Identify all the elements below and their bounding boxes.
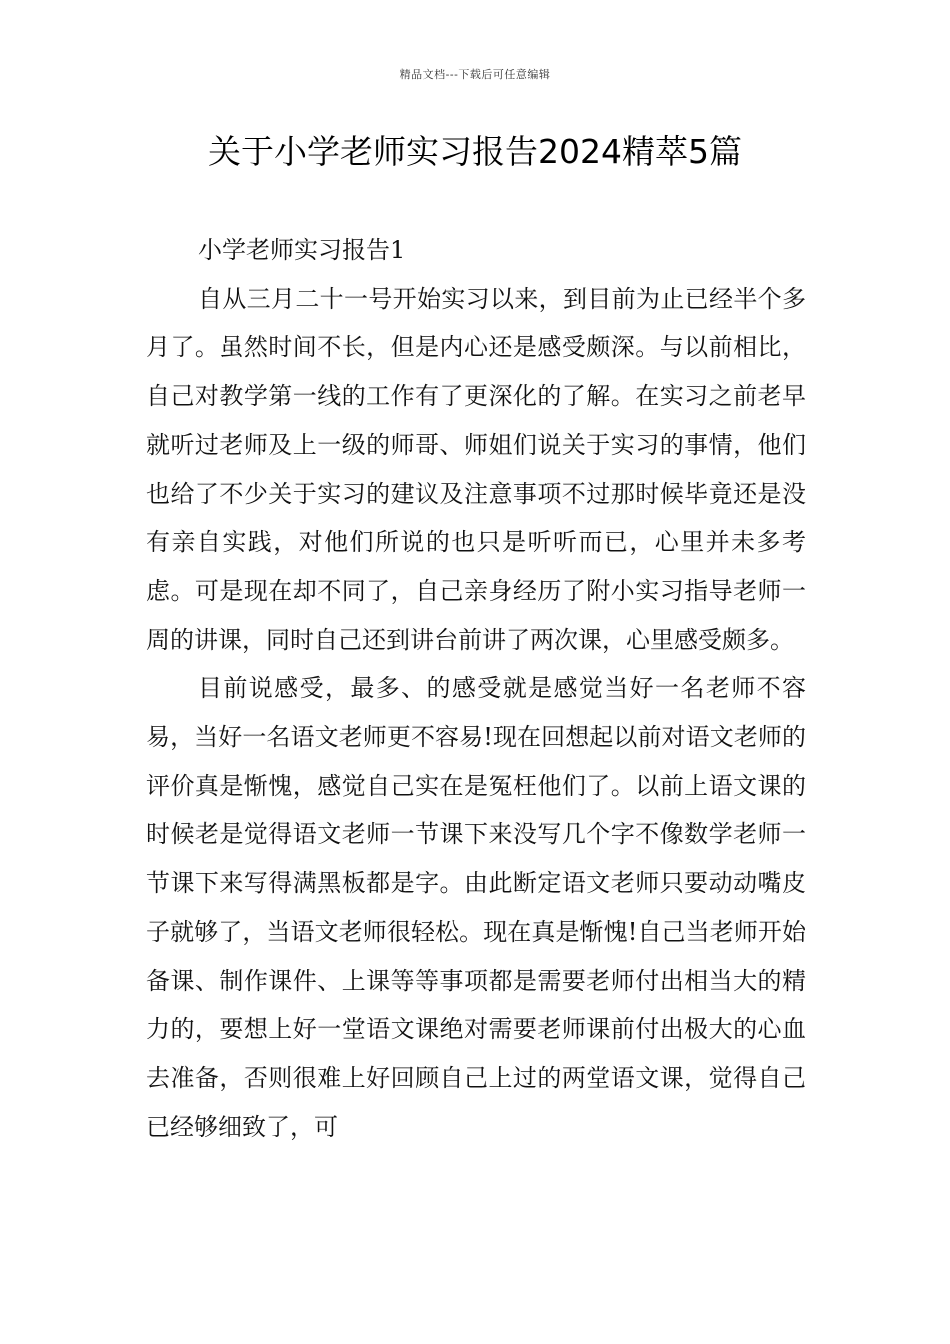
document-body (146, 226, 806, 1151)
document-title: 关于小学老师实习报告2024精萃5篇 (208, 132, 742, 171)
paragraph-2: 目前说感受，最多、的感受就是感觉当好一名老师不容易，当好一名语文老师更不容易!现在回想起以前对语文老师的评价真是惭愧，感觉自己实在是冤枉他们了。以前上语文课的时候老是觉得语文老师一节课下来没写几个字不像数学老师一节课下来写得满黑板都是字。由此断定语文老师只要动动嘴皮子就够了，当语文老师很轻松。现在真是惭愧!自己当老师开始备课、制作课件、上课等等事项都是需要老师付出相当大的精力的，要想上好一堂语文课绝对需要老师课前付出极大的心血去准备，否则很难上好回顾自己上过的两堂语文课，觉得自己已经够细致了，可 (146, 674, 806, 1141)
header-note: 精品文档---下载后可任意编辑 (399, 68, 551, 81)
paragraph-1: 自从三月二十一号开始实习以来，到目前为止已经半个多月了。虽然时间不长，但是内心还是感受颇深。与以前相比，自己对教学第一线的工作有了更深化的了解。在实习之前老早就听过老师及上一级的师哥、师姐们说关于实习的事情，他们也给了不少关于实习的建议及注意事项不过那时候毕竟还是没有亲自实践，对他们所说的也只是听听而已，心里并未多考虑。可是现在却不同了，自己亲身经历了附小实习指导老师一周的讲课，同时自己还到讲台前讲了两次课，心里感受颇多。 (146, 284, 806, 654)
section-heading: 小学老师实习报告1 (198, 236, 406, 264)
